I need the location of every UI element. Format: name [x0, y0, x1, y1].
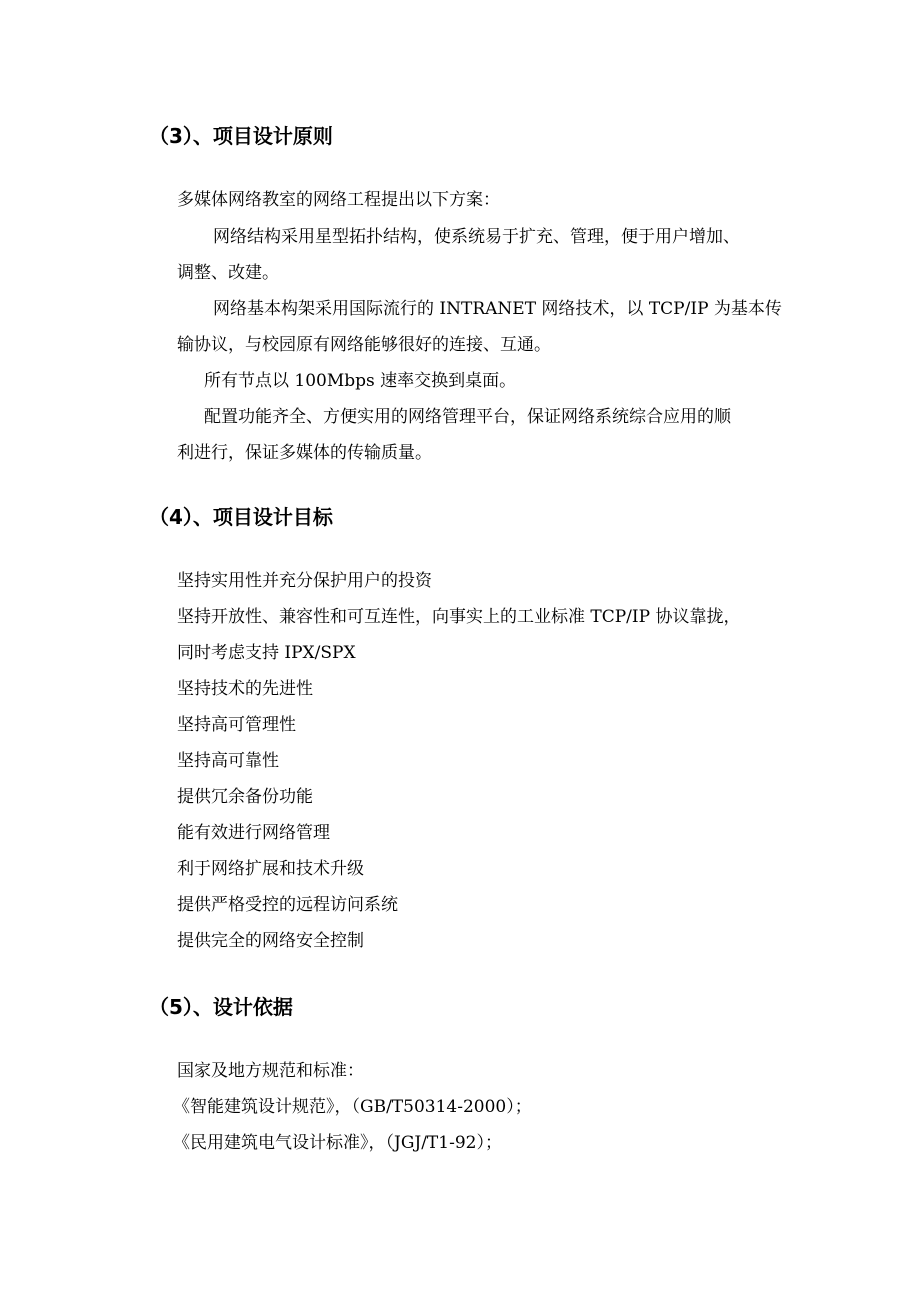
paragraph-line: 利进行，保证多媒体的传输质量。 — [177, 443, 432, 463]
section-heading-design-principles: （3）、项目设计原则 — [149, 124, 333, 148]
section-heading-design-basis: （5）、设计依据 — [149, 995, 293, 1019]
list-item: 提供冗余备份功能 — [177, 787, 313, 807]
list-item: 坚持实用性并充分保护用户的投资 — [177, 571, 432, 591]
list-item: 坚持高可靠性 — [177, 751, 279, 771]
list-item: 坚持开放性、兼容性和可互连性，向事实上的工业标准 TCP/IP 协议靠拢， — [177, 607, 741, 627]
section-heading-design-goals: （4）、项目设计目标 — [149, 505, 333, 529]
paragraph-line: 配置功能齐全、方便实用的网络管理平台，保证网络系统综合应用的顺 — [204, 407, 731, 427]
list-item: 坚持技术的先进性 — [177, 679, 313, 699]
list-item: 利于网络扩展和技术升级 — [177, 859, 364, 879]
list-item: 能有效进行网络管理 — [177, 823, 330, 843]
paragraph-line: 输协议，与校园原有网络能够很好的连接、互通。 — [177, 335, 551, 355]
paragraph-line: 调整、改建。 — [177, 263, 279, 283]
list-item: 同时考虑支持 IPX/SPX — [177, 643, 356, 663]
reference-line: 《民用建筑电气设计标准》，（JGJ/T1-92）； — [173, 1133, 502, 1153]
paragraph-line: 多媒体网络教室的网络工程提出以下方案： — [177, 190, 500, 210]
paragraph-line: 所有节点以 100Mbps 速率交换到桌面。 — [204, 371, 517, 391]
list-item: 坚持高可管理性 — [177, 715, 296, 735]
paragraph-line: 网络结构采用星型拓扑结构，使系统易于扩充、管理，便于用户增加、 — [213, 227, 740, 247]
paragraph-line: 网络基本构架采用国际流行的 INTRANET 网络技术，以 TCP/IP 为基本传 — [213, 299, 782, 319]
list-item: 提供完全的网络安全控制 — [177, 931, 364, 951]
paragraph-line: 国家及地方规范和标准： — [177, 1061, 364, 1081]
reference-line: 《智能建筑设计规范》，（GB/T50314-2000）； — [173, 1097, 532, 1117]
list-item: 提供严格受控的远程访问系统 — [177, 895, 398, 915]
